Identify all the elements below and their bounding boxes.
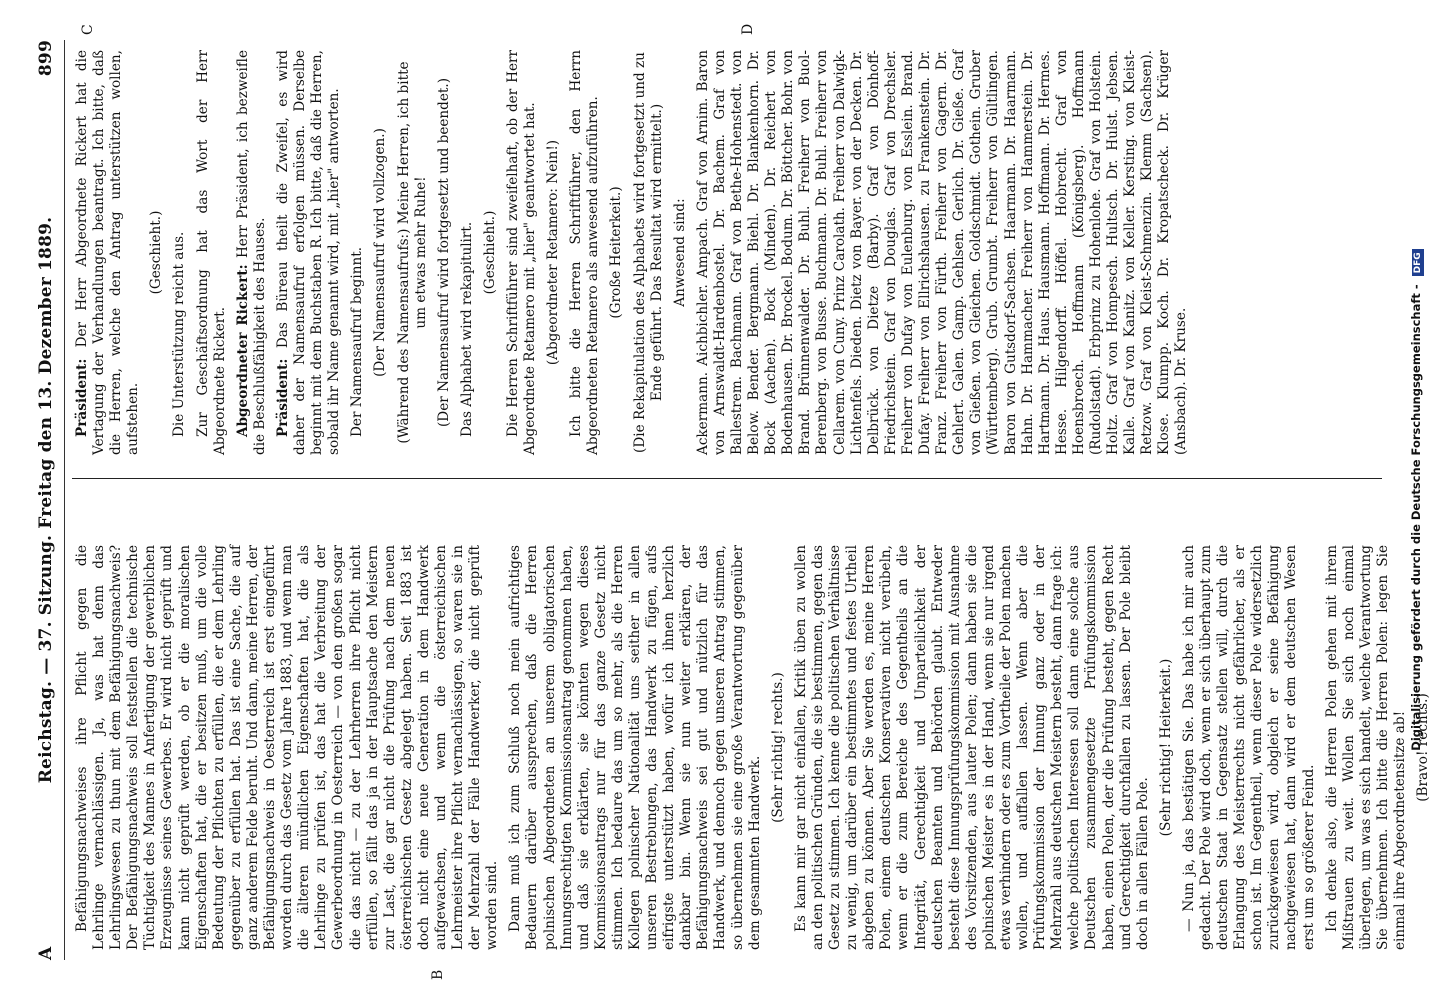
right-paragraph [195, 50, 229, 455]
side-letter-c: C [80, 24, 96, 35]
paragraph-text: Die Unterstützung reicht aus. [171, 231, 188, 437]
left-paragraph [770, 545, 787, 950]
paragraph-text: Anwesend sind: [671, 198, 688, 307]
paragraph-text: Dann muß ich zum Schluß noch mein aufrichtiges Bedauern darüber aussprechen, daß die Herren polnischen Abgeordneten an unserem obligatorischen Innungsrechtigten Kommissionsantrag genommen haben, und daß sie erklärten, sie könnten wegen dieses Kommissionsantrags nur für das ganze Gesetz nicht stimmen. Ich bedaure das um so mehr, als die Herren Kollegen polnischer Nationalität uns seither in allen unseren Bestrebungen, das Handwerk zu fügen, aufs eifrigste unterstützt haben, wofür ich ihnen herzlich dankbar bin. Wenn sie nun weiter erklären, der Befähigungsnachweis sei gut und nützlich für das Handwerk, und dennoch gegen unseren Antrag stimmen, so übernehmen sie eine große Verantwortung gegenüber dem gesammten Handwerk. [507, 545, 763, 950]
right-paragraph [632, 50, 666, 455]
side-letter-d: D [740, 23, 756, 35]
digitization-footer [1409, 0, 1424, 1000]
paragraph-text: Herr Präsident, ich bezweifle die Beschlußfähigkeit des Hauses. [234, 49, 268, 455]
right-paragraph [275, 50, 343, 455]
paragraph-text: (Der Namensaufruf wird fortgesetzt und beendet.) [435, 78, 452, 427]
speaker-label: Präsident: [74, 358, 90, 437]
paragraph-text: (Sehr richtig! Heiterkeit.) [1157, 658, 1174, 837]
footer-text: Digitalisierung gefördert durch die Deutsche Forschungsgemeinschaft - [1409, 284, 1423, 751]
dfg-logo: DFG [1412, 249, 1424, 276]
left-paragraph [507, 545, 763, 950]
right-paragraph [148, 50, 165, 455]
paragraph-text: (Der Namensaufruf wird vollzogen.) [372, 128, 389, 377]
paragraph-text: Es kann mir gar nicht einfallen, Kritik üben zu wollen an den politischen Gründen, die sie bestimmen, gegen das Gesetz zu stimmen. Ich kenne die politischen Verhältnisse zu wenig, um darüber ein bestimmtes und festes Urtheil abgeben zu können. Aber Sie werden es, meine Herren Polen, einem deutschen Konservativen nicht verübeln, wenn er die zum Bereiche des Gegentheils an die Integrität, Gerechtigkeit und Unparteilichkeit der deutschen Beamten und Behörden glaubt. Entweder besteht diese Innungsprüfungskommission mit Ausnahme des Vorsitzenden, aus lauter Polen; dann haben sie die polnischen Meister es in der Hand, wenn sie nur irgend etwas verhindern oder es zum Vortheile der Polen machen wollen, und auffallen lassen. Wenn aber die Prüfungskommission der Innung ganz oder in der Mehrzahl aus deutschen Meistern besteht, dann frage ich: welche politischen Interessen soll dann eine solche aus Deutschen zusammengesetzte Prüfungskommission haben, einen Polen, der die Prüfung besteht, gegen Recht und Gerechtigkeit durchfallen zu lassen. Der Pole bleibt doch in allen Fällen Pole. [792, 545, 1151, 950]
right-paragraph [74, 50, 142, 455]
right-column [74, 50, 1394, 455]
left-paragraph [1158, 545, 1175, 950]
right-paragraph [235, 50, 269, 455]
paragraph-text: — Nun ja, das bestätigen Sie. Das habe ich mir auch gedacht. Der Pole wird doch, wenn er sich überhaupt zum deutschen Staat in Gegensatz stellen will, durch die Erlangung des Meisterrechts nicht gefährlicher, als er schon ist. Im Gegentheil, wenn dieser Pole widersetzlich zurückgewiesen wird, obgleich er seine Befähigung nachgewiesen hat, dann wird er dem deutschen Wesen erst um so größerer Feind. [1180, 545, 1317, 950]
column-divider [72, 478, 1382, 479]
paragraph-text: Ich denke also, die Herren Polen gehen mit ihrem Mißtrauen zu weit. Wollen Sie sich noch einmal überlegen, um was es sich handelt, welche Verantwortung Sie übernehmen. Ich bitte die Herren Polen: legen Sie einmal ihre Abgeordnetensitze ab! [1323, 545, 1409, 950]
paragraph-text: (Geschieht.) [148, 210, 165, 295]
paragraph-text: Ackermann. Aichbichler. Ampach. Graf von Arnim. Baron von Arnswaldt-Hardenbostel. Dr. Bachem. Graf von Ballestrem. Bachmann. Graf von Bethe-Hohenstedt. von Below. Bender. Bergmann. Biehl. Dr. Blankenhorn. Dr. Bock (Aachen). Bock (Minden). Dr. Reichert von Bodenhausen. Dr. Brockel. Bodum. Dr. Böttcher. Bohr. von Brand. Brünnenwalder. Dr. Buhl. Freiherr von Buol-Berenberg. von Busse. Buchmann. Dr. Buhl. Freiherr von Cellarem. von Cuny. Prinz Carolath. Freiherr von Dalwigk-Lichtenfels. Dieden. Dietz von Bayer. von der Decken. Dr. Delbrück. von Dietze (Barby). Graf von Dönhoff-Friedrichstein. Graf von Douglas. Graf von Drechsler. Freiherr von Dufay von Eulenburg. von Esslein. Brand. Dufay. Freiherr von Ellrichshausen. zu Frankenstein. Dr. Franz. Freiherr von Fürth. Freiherr von Gagern. Dr. Gehlert. Galen. Gamp. Gehlsen. Gerlich. Dr. Gieße. Graf von Gießen. von Gleichen. Goldschmidt. Gothein. Gruber (Württemberg). Grub. Grumbt. Freiherr von Gültlingen. Baron von Gutsdorf-Sachsen. Haarmann. Dr. Haarmann. Hahn. Dr. Hammacher. Freiherr von Hammerstein. Dr. Hartmann. Dr. Haus. Hausmann. Hoffmann. Dr. Hermes. Hesse. Hilgendorff. Höffel. Hobrecht. Graf von Hoensbroech. Hoffmann (Königsberg). Hoffmann (Rudolstadt). Erbprinz zu Hohenlohe. Graf von Holstein. Holtz. Graf von Hompesch. Hultsch. Dr. Hulst. Jebsen. Kalle. Graf von Kanitz. von Keller. Kersting. von Kleist-Retzow. Graf von Kleist-Schmenzin. Klemm (Sachsen). Klose. Klumpp. Koch. Dr. Kropatscheck. Dr. Krüger (Ansbach). Dr. Kruse. [694, 50, 1190, 455]
paragraph-text: (Die Rekapitulation des Alphabets wird fortgesetzt und zu Ende geführt. Das Resultat wird ermittelt.) [631, 52, 665, 453]
speaker-label: Abgeordneter Rickert: [234, 264, 251, 437]
paragraph-text: Das Alphabet wird rekapitulirt. [458, 221, 475, 437]
left-paragraph [793, 545, 1152, 950]
right-paragraph [672, 50, 689, 455]
page-number: 899 [36, 40, 56, 77]
right-paragraph [482, 50, 499, 455]
paragraph-text: Der Herr Abgeordnete Rickert hat die Vertagung der Verhandlungen beantragt. Ich bitte, daß die Herren, welche den Antrag unterstützen wollen, aufstehen. [74, 50, 142, 455]
left-paragraph [1181, 545, 1318, 950]
header-rule [64, 40, 65, 960]
right-paragraph [568, 50, 602, 455]
right-paragraph [436, 50, 453, 455]
right-paragraph [545, 50, 562, 455]
paragraph-text: Der Namensaufruf beginnt. [349, 246, 366, 437]
paragraph-text: (Während des Namensaufrufs:) Meine Herren, ich bitte um etwas mehr Ruhe! [395, 61, 429, 444]
right-paragraph [505, 50, 539, 455]
side-letter-b: B [430, 969, 446, 980]
left-column [74, 545, 1432, 950]
paragraph-text: Befähigungsnachweises ihre Pflicht gegen die Lehrlinge vernachlässigen. Ja, was hat denn das Lehrlingswesen zu thun mit dem Befähigungsnachweis? Der Befähigungsnachweis soll feststellen die technische Tüchtigkeit des Mannes in Anfertigung der gewerblichen Erzeugnisse seines Gewerbes. Er wird nicht geprüft und kann nicht geprüft werden, ob er die moralischen Eigenschaften hat, die er besitzen muß, um die volle Bedeutung der Pflichten zu erfüllen, die er dem Lehrling gegenüber zu erfüllen hat. Das ist eine Sache, die auf ganz anderem Felde beruht. Und dann, meine Herren, der Befähigungsnachweis in Oesterreich ist erst eingeführt worden durch das Gesetz vom Jahre 1883, und wenn man die älteren mündlichen Eigenschaften hat, die als Lehrlinge zu prüfen ist, das hat die Verbreitung der Gewerbeordnung in Oesterreich — von den großen sogar die das nicht — zu der Lehrherren ihre Pflicht nicht erfüllen, so fällt das ja in der Hauptsache den Meistern zur Last, die gar nicht die Prüfung nach dem neuen österreichischen Gesetz abgelegt haben. Seit 1883 ist doch nicht eine neue Generation in dem Handwerk aufgewachsen, und wenn die österreichischen Lehrmeister ihre Pflicht vernachlässigen, so waren sie in der Mehrzahl der Fälle Handwerker, die nicht geprüft worden sind. [74, 545, 501, 950]
paragraph-text: Zur Geschäftsordnung hat das Wort der Herr Abgeordnete Rickert. [194, 50, 228, 455]
right-paragraph [459, 50, 476, 455]
paragraph-text: Das Büreau theilt die Zweifel, es wird daher der Namensaufruf erfolgen müssen. Derselbe beginnt mit dem Buchstaben R. Ich bitte, daß die Herren, sobald ihr Name genannt wird, mit „hier" antworten. [274, 50, 343, 455]
paragraph-text: (Abgeordneter Retamero: Nein!) [545, 139, 562, 366]
paragraph-text: Die Herren Schriftführer sind zweifelhaft, ob der Herr Abgeordnete Retamero mit „hier" geantwortet hat. [504, 50, 539, 455]
page-header [36, 40, 64, 960]
paragraph-text: Ich bitte die Herren Schriftführer, den Herrn Abgeordneten Retamero als anwesend aufzuführen. [568, 50, 602, 455]
paragraph-text: (Bravo! rechts.) [1415, 693, 1432, 802]
right-paragraph [608, 50, 625, 455]
right-paragraph [349, 50, 366, 455]
left-paragraph [74, 545, 501, 950]
side-letter-a: A [36, 946, 56, 960]
right-paragraph [695, 50, 1191, 455]
speaker-label: Präsident: [274, 358, 291, 437]
paragraph-text: (Große Heiterkeit.) [608, 186, 625, 319]
paragraph-text: (Geschieht.) [481, 210, 498, 295]
right-paragraph [396, 50, 430, 455]
left-paragraph [1324, 545, 1409, 950]
running-head: Reichstag. — 37. Sitzung. Freitag den 13. Dezember 1889. [36, 216, 56, 784]
right-paragraph [372, 50, 389, 455]
paragraph-text: (Sehr richtig! rechts.) [769, 672, 786, 823]
right-paragraph [171, 50, 188, 455]
